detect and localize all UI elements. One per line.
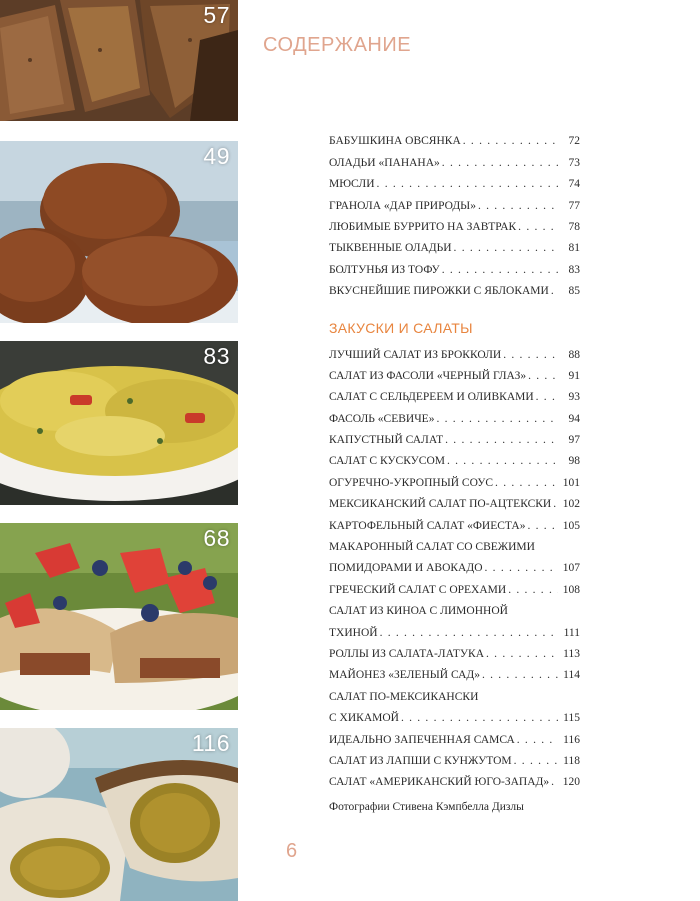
toc-entry[interactable]: [329, 660, 580, 681]
toc-entry-page: 72: [568, 135, 580, 148]
photo-samsa: [0, 728, 238, 901]
toc-entry-title: ОЛАДЬИ «ПАНАНА»: [329, 156, 440, 169]
toc-entry[interactable]: [329, 724, 580, 745]
dot-leader: [485, 562, 558, 574]
section-title: ЗАКУСКИ И САЛАТЫ: [329, 320, 473, 337]
dot-leader: [442, 157, 558, 169]
dot-leader: [551, 285, 558, 297]
toc-entry[interactable]: [329, 276, 580, 297]
toc-entry-title: САЛАТ С СЕЛЬДЕРЕЕМ И ОЛИВКАМИ: [329, 391, 534, 404]
toc-entry-page: 91: [568, 369, 580, 382]
toc-entry-title: ОГУРЕЧНО-УКРОПНЫЙ СОУС: [329, 476, 494, 489]
dot-leader: [478, 200, 558, 212]
dot-leader: [503, 349, 558, 361]
toc-entry[interactable]: [329, 639, 580, 660]
toc-entry[interactable]: [329, 574, 580, 595]
toc-entry-title: МАЙОНЕЗ «ЗЕЛЕНЫЙ САД»: [329, 669, 480, 682]
toc-entry-title: САЛАТ ПО-МЕКСИКАНСКИ: [329, 690, 479, 703]
toc-entry-title: САЛАТ С КУСКУСОМ: [329, 455, 445, 468]
dot-leader: [463, 135, 558, 147]
page-number: 6: [286, 840, 298, 862]
toc-entry-page: 105: [562, 519, 580, 532]
toc-entry-page: 102: [562, 498, 580, 511]
toc-entry-title: КАПУСТНЫЙ САЛАТ: [329, 434, 444, 447]
toc-entry-page: 111: [563, 626, 580, 639]
toc-entry-page: 74: [568, 178, 580, 191]
toc-entry-page: 101: [562, 476, 580, 489]
toc-entry[interactable]: [329, 467, 580, 488]
toc-entry[interactable]: [329, 212, 580, 233]
dot-leader: [486, 648, 558, 660]
toc-entry[interactable]: [329, 147, 580, 168]
toc-entry-title: БАБУШКИНА ОВСЯНКА: [329, 135, 461, 148]
toc-entry-page: 116: [563, 733, 580, 746]
toc-entry-page: 81: [568, 242, 580, 255]
toc-entry[interactable]: [329, 553, 580, 574]
photo-page-number: 68: [203, 525, 230, 551]
toc-entry[interactable]: [329, 169, 580, 190]
toc-entry-title: МЕКСИКАНСКИЙ САЛАТ ПО-АЦТЕКСКИ: [329, 498, 552, 511]
photo-bread: [0, 0, 238, 121]
toc-entry-page: 107: [562, 562, 580, 575]
dot-leader: [445, 434, 558, 446]
toc-entry-title: ИДЕАЛЬНО ЗАПЕЧЕННАЯ САМСА: [329, 733, 515, 746]
dot-leader: [447, 455, 558, 467]
toc-entry-title: ЛУЧШИЙ САЛАТ ИЗ БРОККОЛИ: [329, 348, 502, 361]
toc-entry[interactable]: [329, 617, 580, 638]
toc-entry-page: 118: [563, 754, 580, 767]
toc-entry-title: САЛАТ ИЗ ФАСОЛИ «ЧЕРНЫЙ ГЛАЗ»: [329, 369, 527, 382]
dot-leader: [454, 242, 558, 254]
toc-entry[interactable]: [329, 126, 580, 147]
page-title: СОДЕРЖАНИЕ: [263, 34, 412, 56]
toc-entry[interactable]: [329, 361, 580, 382]
toc-entry[interactable]: [329, 703, 580, 724]
toc-entry-title: САЛАТ ИЗ КИНОА С ЛИМОННОЙ: [329, 605, 508, 618]
toc-entry-title: ПОМИДОРАМИ И АВОКАДО: [329, 562, 483, 575]
toc-entry-title: МАКАРОННЫЙ САЛАТ СО СВЕЖИМИ: [329, 541, 535, 554]
toc-entry-title: РОЛЛЫ ИЗ САЛАТА-ЛАТУКА: [329, 647, 485, 660]
toc-entry-page: 88: [568, 348, 580, 361]
toc-entry-title: С ХИКАМОЙ: [329, 712, 399, 725]
toc-entry-page: 77: [568, 199, 580, 212]
dot-leader: [442, 264, 558, 276]
toc-entry-title: ТЫКВЕННЫЕ ОЛАДЬИ: [329, 242, 452, 255]
toc-entry-page: 97: [568, 434, 580, 447]
dot-leader: [527, 520, 558, 532]
burritos-image: [0, 523, 238, 710]
photo-tofu-scramble: [0, 341, 238, 505]
dot-leader: [514, 755, 558, 767]
toc-entry-page: 73: [568, 156, 580, 169]
dot-leader: [528, 370, 558, 382]
dot-leader: [553, 498, 558, 510]
photo-credit: Фотографии Стивена Кэмпбелла Дизлы: [329, 801, 524, 813]
toc-entry[interactable]: [329, 746, 580, 767]
photo-burritos: [0, 523, 238, 710]
toc-entry-page: 83: [568, 263, 580, 276]
toc-entry-page: 120: [562, 776, 580, 789]
toc-entry-line: [329, 681, 580, 702]
toc-entry[interactable]: [329, 339, 580, 360]
toc-entry[interactable]: [329, 489, 580, 510]
dot-leader: [517, 734, 558, 746]
toc-entry[interactable]: [329, 233, 580, 254]
toc-entry-title: ТХИНОЙ: [329, 626, 378, 639]
toc-entry-page: 113: [563, 647, 580, 660]
toc-entry-title: САЛАТ «АМЕРИКАНСКИЙ ЮГО-ЗАПАД»: [329, 776, 550, 789]
toc-entry-page: 115: [563, 712, 580, 725]
dot-leader: [551, 776, 558, 788]
toc-entry-line: [329, 596, 580, 617]
photo-page-number: 49: [203, 143, 230, 169]
toc-entry-title: ЛЮБИМЫЕ БУРРИТО НА ЗАВТРАК: [329, 220, 517, 233]
toc-entry[interactable]: [329, 403, 580, 424]
toc-entry[interactable]: [329, 254, 580, 275]
toc-entry[interactable]: [329, 446, 580, 467]
dot-leader: [482, 669, 558, 681]
dot-leader: [436, 413, 558, 425]
toc-entry-line: [329, 532, 580, 553]
dot-leader: [536, 391, 558, 403]
photo-page-number: 57: [203, 2, 230, 28]
toc-entry-page: 108: [562, 583, 580, 596]
table-of-contents: [329, 126, 580, 788]
toc-entry-title: МЮСЛИ: [329, 178, 375, 191]
toc-entry-page: 98: [568, 455, 580, 468]
toc-entry-page: 93: [568, 391, 580, 404]
dot-leader: [401, 712, 558, 724]
toc-entry-page: 94: [568, 412, 580, 425]
dot-leader: [380, 627, 558, 639]
toc-entry[interactable]: [329, 510, 580, 531]
dot-leader: [495, 477, 558, 489]
toc-entry-title: ГРЕЧЕСКИЙ САЛАТ С ОРЕХАМИ: [329, 583, 507, 596]
toc-entry-page: 114: [563, 669, 580, 682]
toc-entry[interactable]: [329, 190, 580, 211]
photo-fritters: [0, 141, 238, 323]
dot-leader: [518, 221, 558, 233]
toc-entry[interactable]: [329, 425, 580, 446]
dot-leader: [377, 178, 558, 190]
toc-entry-title: ВКУСНЕЙШИЕ ПИРОЖКИ С ЯБЛОКАМИ: [329, 285, 549, 298]
toc-entry-title: БОЛТУНЬЯ ИЗ ТОФУ: [329, 263, 440, 276]
photo-page-number: 116: [191, 730, 230, 756]
toc-entry-title: САЛАТ ИЗ ЛАПШИ С КУНЖУТОМ: [329, 754, 512, 767]
dot-leader: [508, 584, 558, 596]
toc-entry-title: ГРАНОЛА «ДАР ПРИРОДЫ»: [329, 199, 476, 212]
toc-entry[interactable]: [329, 382, 580, 403]
toc-entry-title: КАРТОФЕЛЬНЫЙ САЛАТ «ФИЕСТА»: [329, 519, 526, 532]
toc-entry-page: 78: [568, 220, 580, 233]
toc-entry[interactable]: [329, 767, 580, 788]
toc-entry-page: 85: [568, 285, 580, 298]
photo-page-number: 83: [203, 343, 230, 369]
toc-entry-title: ФАСОЛЬ «СЕВИЧЕ»: [329, 412, 435, 425]
